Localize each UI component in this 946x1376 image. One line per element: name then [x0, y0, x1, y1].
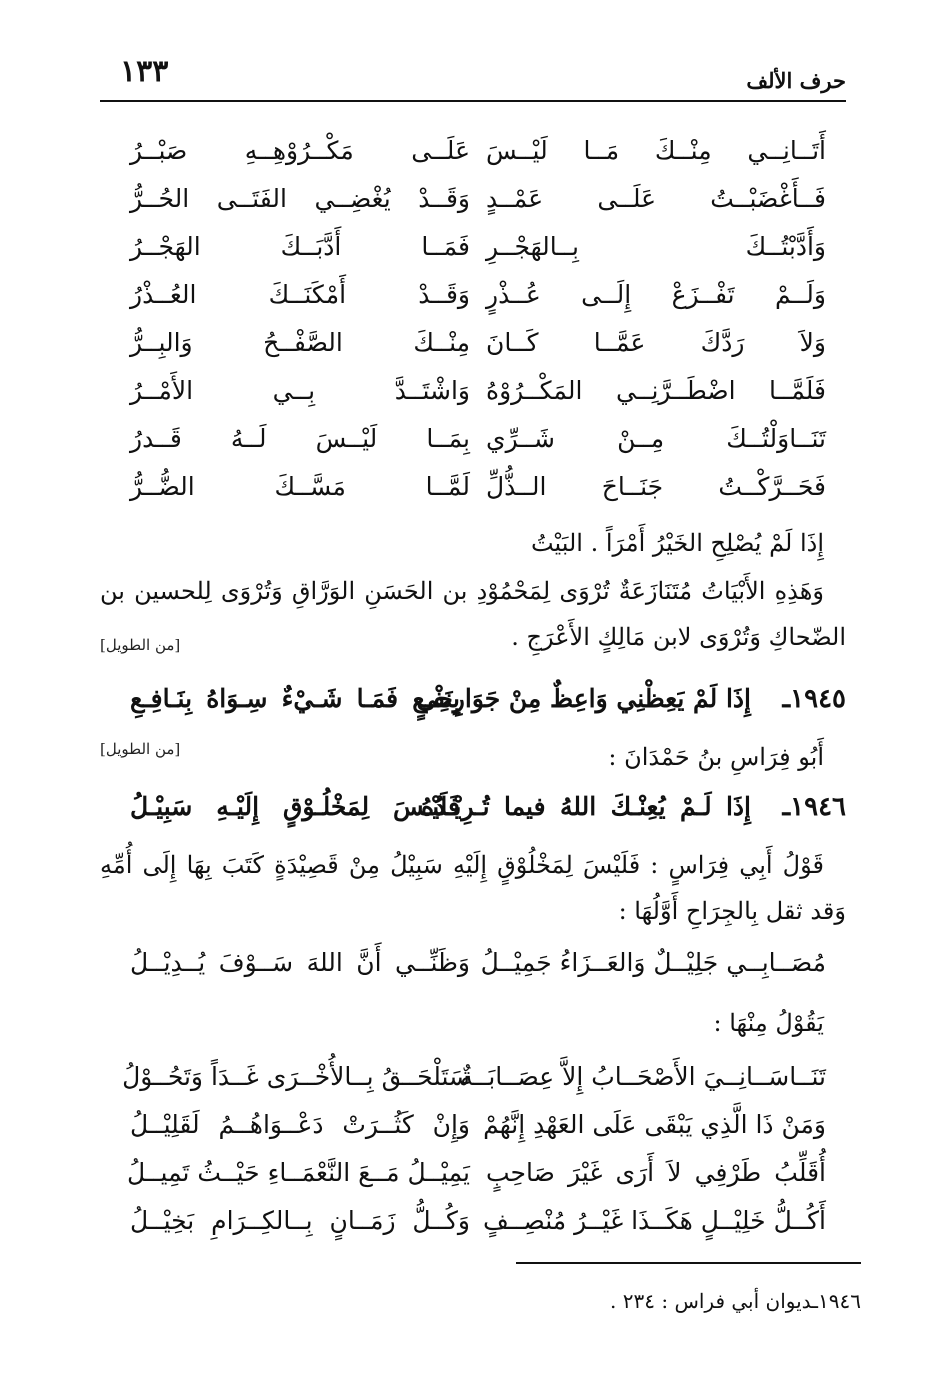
- second-hemistich: مِنْــكَ الصَّفْــحُ وَالبِــرُّ: [130, 328, 470, 357]
- first-hemistich: وَمَنْ ذَا الَّذِي يَبْقَى عَلَى العَهْدِ إِنَّهُمْ: [483, 1110, 826, 1139]
- first-hemistich: مُصَــابِــي جَلِيْــلٌ وَالعَــزَاءُ جَمِيْــلُ: [480, 948, 826, 977]
- second-hemistich: بِنَفْـعٍ فَمَـا شَـيْءٌ سِـوَاهُ بِنَـافِـعِ: [130, 684, 460, 713]
- verse-number: ١٩٤٦ـ: [782, 792, 846, 822]
- footnote: ١٩٤٦ـديوان أبي فراس : ٢٣٤ .: [610, 1289, 861, 1313]
- first-hemistich: إِذَا لَمْ يَعِظْنِي وَاعِظٌ مِنْ جَوَارِحِي: [416, 684, 751, 713]
- second-hemistich: عَلَــى مَكْــرُوْهِــهِ صَبْــرُ: [130, 136, 470, 165]
- second-hemistich: لَمَّــا مَسَّــكَ الضُّــرُّ: [130, 472, 470, 501]
- meter-label: [من الطويل]: [100, 636, 181, 654]
- second-hemistich: يَمِيْــلُ مَــعَ النَّعْمَــاءِ حَيْــثُ تَمِيــلُ: [126, 1158, 470, 1187]
- second-hemistich: وَإِنْ كَثُــرَتْ دَعْــوَاهُــمُ لَقَلِيْــلُ: [130, 1110, 470, 1139]
- footnote-divider: [516, 1262, 861, 1264]
- first-hemistich: إِذَا لَـمْ يُعِنْـكَ اللهُ فيما تُـرِيْـدُهُ: [421, 792, 751, 821]
- verse-line: [100, 368, 846, 416]
- first-hemistich: وَلاَ رَدَّكَ عَمَّــا كَــانَ: [486, 328, 826, 357]
- poem-block-3: [100, 1054, 846, 1246]
- first-hemistich: وَأَدَّبْتُــكَ بِــالهَجْــرِ: [486, 232, 826, 261]
- first-hemistich: أُقَلِّبُ طَرْفِي لاَ أَرَى غَيْرَ صَاحِبٍ: [486, 1158, 826, 1187]
- meter-label: [من الطويل]: [100, 740, 181, 758]
- first-hemistich: وَلَــمْ تَفْــزَعْ إِلَــى عُــذْرٍ: [486, 280, 826, 309]
- second-hemistich: بِمَــا لَيْــسَ لَــهُ قَــدرُ: [130, 424, 470, 453]
- page-header: [100, 48, 846, 100]
- verse-line: [100, 416, 846, 464]
- verse-number: ١٩٤٥ـ: [782, 684, 846, 714]
- second-hemistich: وَقَــدْ يُغْضِــي الفَتَــى الحُــرُّ: [130, 184, 470, 213]
- second-hemistich: فَلَيْـسَ لِمَخْلُـوْقٍ إِلَيْـهِ سَبِيْـلُ: [130, 792, 460, 821]
- section-title: حرف الألف: [746, 68, 846, 93]
- verse-line: [100, 272, 846, 320]
- prose-line: [100, 1000, 846, 1046]
- prose-text: أَبُو فِرَاسِ بنُ حَمْدَانَ :: [608, 743, 824, 771]
- first-hemistich: فَحَــرَّكْــتُ جَنَــاحَ الــذُّلِّ: [486, 472, 826, 501]
- verse-line: [100, 1150, 846, 1198]
- verse-line: [100, 1102, 846, 1150]
- prose-line: [100, 734, 846, 780]
- verse-line: [100, 320, 846, 368]
- first-hemistich: فَــأَغْضَبْــتُ عَلَــى عَمْــدٍ: [486, 184, 826, 213]
- verse-line: [100, 940, 846, 988]
- first-hemistich: فَلَمَّــا اضْطَــرَّنِــي المَكْــرُوْهُ: [486, 376, 826, 405]
- second-hemistich: سَتَلْحَــقُ بِــالأُخْــرَى غَــدَاً وَتَحُــوْلُ: [122, 1062, 470, 1091]
- verse-1946: [100, 784, 846, 832]
- prose-text: يَقُوْلُ مِنْهَا :: [713, 1009, 824, 1037]
- second-hemistich: وَقَــدْ أَمْكَنَــكَ العُــذْرُ: [130, 280, 470, 309]
- verse-1945: [100, 676, 846, 724]
- prose-paragraph: [100, 842, 846, 934]
- verse-line: [100, 464, 846, 512]
- prose-text: قَوْلُ أَبِي فِرَاسٍ : فَلَيْسَ لِمَخْلُوْقٍ إِلَيْهِ سَبِيْلُ مِنْ قَصِيْدَةٍ كَتَبَ بِهَا إِلَى أُمِّهِ وَقد ثقل بِالجِرَاحِ أَوَّلُهَا :: [100, 851, 846, 925]
- second-hemistich: وَظَنِّــي أَنَّ اللهَ سَــوْفَ يُــدِيْــلُ: [130, 948, 470, 977]
- prose-line: [100, 520, 846, 566]
- prose-text: إِذَا لَمْ يُصْلِحِ الخَيْرُ أَمْرَاً . البَيْتُ: [530, 529, 824, 557]
- poem-block-2: [100, 940, 846, 988]
- second-hemistich: فَمَــا أَدَّبَــكَ الهَجْــرُ: [130, 232, 470, 261]
- first-hemistich: أَكُــلُّ خَلِيْــلٍ هَكَــذَا غَيْــرُ مُنْصِــفٍ: [483, 1206, 826, 1235]
- first-hemistich: تَنَــاسَــانِــيَ الأَصْحَــابُ إِلاَّ عِصَــابَــةٌ: [460, 1062, 826, 1091]
- second-hemistich: وَكُــلُّ زَمَــانٍ بِــالكِــرَامِ بَخِيْــلُ: [130, 1206, 470, 1235]
- prose-paragraph: [100, 568, 846, 660]
- verse-line: [100, 1198, 846, 1246]
- verse-line: [100, 1054, 846, 1102]
- prose-text: وَهَذِهِ الأَبْيَاتُ مُتَنَازَعَةٌ تُرْوَى لِمَحْمُوْدِ بن الحَسَنِ الوَرَّاقِ وَتُرْوَى لِلحسين بن الضّحاكِ وَتُرْوَى لابن مَالِكٍ الأَعْرَجِ .: [100, 577, 846, 651]
- poem-block-1: [100, 128, 846, 512]
- first-hemistich: أَتَــانِــي مِنْــكَ مَــا لَيْــسَ: [486, 136, 826, 165]
- header-divider: [100, 100, 846, 102]
- second-hemistich: وَاشْتَــدَّ بِــي الأَمْــرُ: [130, 376, 470, 405]
- verse-line: [100, 128, 846, 176]
- page-number: ١٣٣: [120, 54, 169, 89]
- verse-line: [100, 224, 846, 272]
- verse-line: [100, 176, 846, 224]
- first-hemistich: تَنَــاوَلْتُــكَ مِــنْ شَــرِّي: [486, 424, 826, 453]
